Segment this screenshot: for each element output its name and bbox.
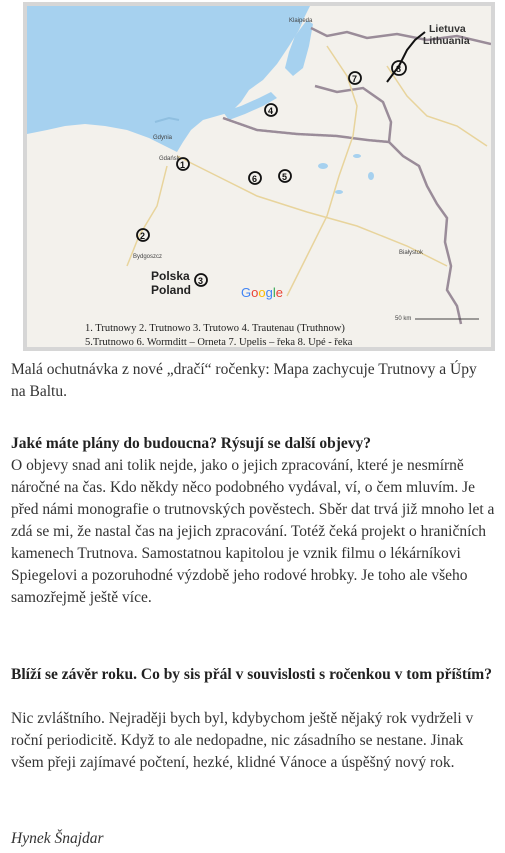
city-label: Gdynia — [153, 135, 173, 141]
google-letter: G — [241, 285, 252, 300]
google-letter: o — [251, 285, 259, 300]
city-label: Bydgoszcz — [133, 254, 163, 260]
map-image — [27, 6, 491, 347]
marker-number: 1 — [180, 160, 186, 170]
google-letter: e — [275, 285, 283, 300]
country-label-poland-en: Poland — [151, 283, 192, 297]
marker-number: 5 — [282, 172, 288, 182]
marker-number: 2 — [140, 231, 146, 241]
question-heading: Jaké máte plány do budoucna? Rýsují se další objevy? — [11, 435, 372, 452]
lake — [353, 154, 361, 158]
marker-number: 7 — [352, 74, 358, 84]
city-label: Białystok — [399, 250, 424, 256]
lake — [335, 190, 343, 194]
lake — [368, 172, 374, 180]
marker-number: 6 — [252, 174, 258, 184]
lake — [318, 163, 328, 169]
country-label-lithuania: Lietuva — [429, 23, 466, 35]
map-caption: Malá ochutnávka z nové „dračí“ ročenky: Mapa zachycuje Trutnovy a Úpy na Baltu. — [11, 361, 477, 400]
google-letter: o — [258, 285, 266, 300]
scale-label: 50 km — [395, 316, 412, 322]
google-letter: g — [265, 285, 273, 300]
map-graphic — [27, 6, 491, 347]
author-signature: Hynek Šnajdar — [11, 830, 104, 847]
city-label: Klaipeda — [289, 18, 313, 24]
marker-number: 8 — [396, 64, 402, 74]
google-letter: l — [272, 285, 276, 300]
legend-line: 5.Trutnowo 6. Wormditt – Orneta 7. Upelis – řeka 8. Upé - řeka — [85, 337, 353, 347]
marker-number: 3 — [198, 276, 204, 286]
answer-paragraph: Nic zvláštního. Nejraději bych byl, kdybychom ještě nějaký rok vydrželi v roční periodicitě. Když to ale nedopadne, nic zásadního se nestane. Jinak všem přeji zajímavé počtení, hezké, klidné Vánoce a úspěšný nový rok. — [11, 710, 474, 771]
google-logo — [241, 285, 283, 300]
answer-paragraph: O objevy snad ani tolik nejde, jako o jejich zpracování, které je nesmírně náročné na čas. Kdo někdy něco podobného vydával, ví, o čem mluvím. Je před námi monografie o trutnovských pověstech. Sběr dat trvá již mnoho let a zdá se mi, že nastal čas na jejich zpracování. Totéž čeká projekt o hraničních kamenech Trutnova. Samostatnou kapitolou je vznik filmu o lékárníkovi Spiegelovi a pozoruhodné výzdobě jeho rodové hrobky. Je toho ale všeho samozřejmě ještě více. — [11, 457, 495, 606]
map-legend — [85, 322, 485, 347]
map-figure — [23, 2, 495, 351]
question-heading: Blíží se závěr roku. Co by sis přál v souvislosti s ročenkou v tom příštím? — [11, 666, 492, 683]
city-label: Gdańsk — [159, 156, 180, 162]
legend-line: 1. Trutnowy 2. Trutnowo 3. Trutowo 4. Trautenau (Truthnow) — [85, 323, 345, 334]
country-label-poland: Polska — [151, 269, 190, 283]
country-label-lithuania-en: Lithuania — [423, 35, 470, 47]
marker-number: 4 — [268, 106, 274, 116]
